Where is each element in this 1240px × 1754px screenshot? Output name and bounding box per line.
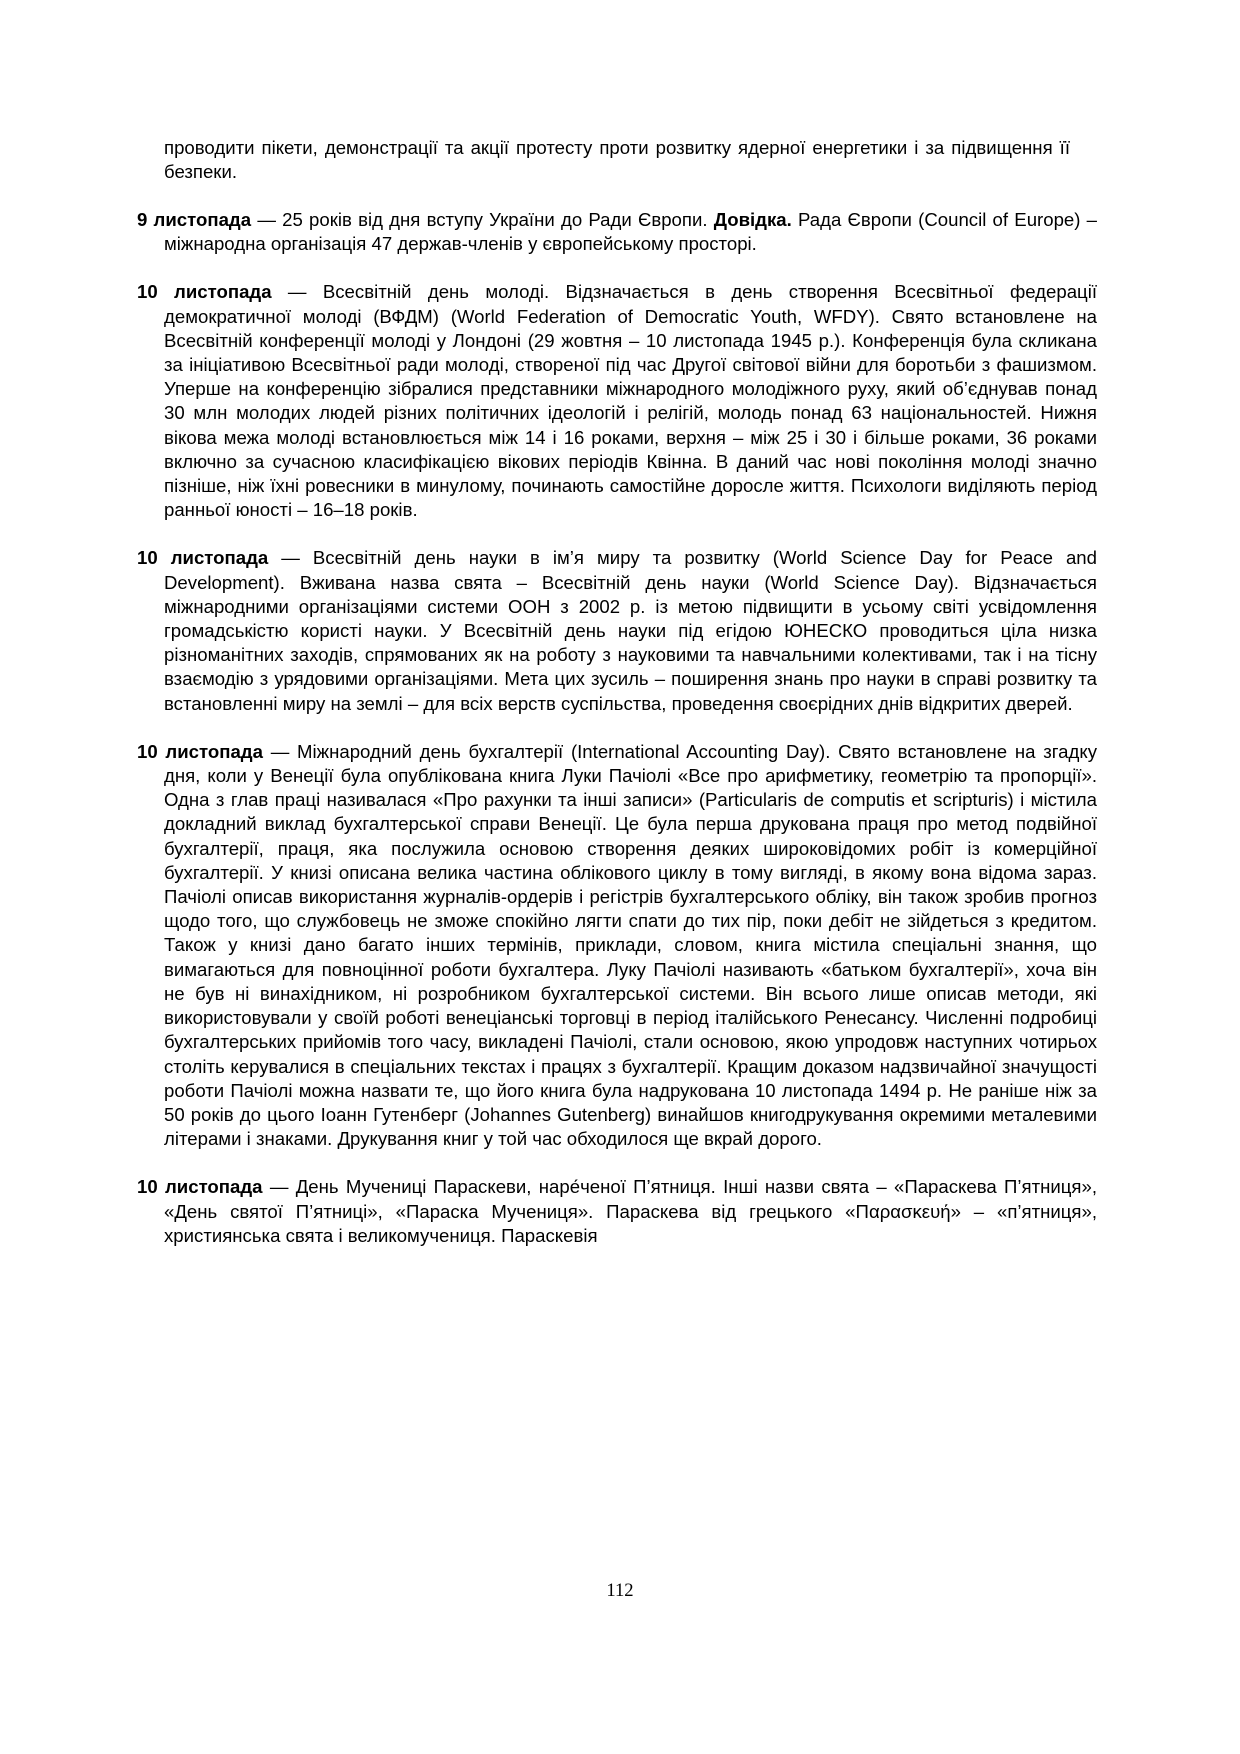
entry-science-day (137, 546, 1097, 715)
page-number: 112 (606, 1580, 634, 1601)
note-text: Рада Європи (Council of Europe) – міжнародна організація 47 держав-членів у європейському просторі. (164, 209, 1097, 255)
entry-date: 10 листопада (137, 547, 269, 569)
entry-text: — День Мучениці Параскеви, наре́ченої П’ятниця. Інші назви свята – «Параскева П’ятниця», «День святої П’ятниці», «Параска Мучениця». Параскева від грецького «Παρασκευή» – «п’ятниця», християнська свята і великомучениця. Параскевія (164, 1176, 1097, 1246)
continued-paragraph: проводити пікети, демонстрації та акції протесту проти розвитку ядерної енергетики і за підвищення її безпеки. (164, 136, 1070, 182)
entry-council-of-europe (137, 208, 1097, 256)
note-label: Довідка. (713, 209, 792, 230)
entry-text: — Міжнародний день бухгалтерії (International Accounting Day). Свято встановлене на згадку дня, коли у Венеції була опублікована книга Луки Пачіолі «Все про арифметику, геометрію та пропорції». Одна з глав праці називалася «Про рахунки та інші записи» (Particularis de computis et scripturis) і містила докладний виклад бухгалтерської справи Венеції. Це була перша друкована праця про метод подвійної бухгалтерії, праця, яка послужила основою створення деяких широковідомих робіт із комерційної бухгалтерії. У книзі описана велика частина облікового циклу в тому вигляді, в якому вона відома зараз. Пачіолі описав використання журналів-ордерів і регістрів бухгалтерського обліку, він також зробив прогноз щодо того, що службовець не зможе спокійно лягти спати до тих пір, поки дебіт не зійдеться з кредитом. Також у книзі дано багато інших термінів, приклади, словом, книга містила спеціальні знання, що вимагаються для повноцінної роботи бухгалтера. Луку Пачіолі називають «батьком бухгалтерії», хоча він не був ні винахідником, ні розробником бухгалтерської системи. Він всього лише описав методи, які використовували у своїй роботі венеціанські торговці в період італійського Ренесансу. Численні подробиці бухгалтерських прийомів того часу, викладені Пачіолі, стали основою, якою упродовж наступних чотирьох століть керувалися в спеціальних текстах і працях з бухгалтерії. Кращим доказом надзвичайної значущості роботи Пачіолі можна назвати те, що його книга була надрукована 10 листопада 1494 р. Не раніше ніж за 50 років до цього Іоанн Гутенберг (Johannes Gutenberg) винайшов книгодрукування окремими металевими літерами і знаками. Друкування книг у той час обходилося ще вкрай дорого. (164, 740, 1097, 1150)
entry-text: — Всесвітній день науки в ім’я миру та розвитку (World Science Day for Peace and Development). Вживана назва свята – Всесвітній день науки (World Science Day). Відзначається міжнародними організаціями системи ООН з 2002 р. із метою підвищити в усьому світі усвідомлення громадськістю користі науки. У Всесвітній день науки під егідою ЮНЕСКО проводиться ціла низка різноманітних заходів, спрямованих як на роботу з науковими та навчальними колективами, так і на тісну взаємодію з урядовими організаціями. Мета цих зусиль – поширення знань про науки в справі розвитку та встановленні миру на землі – для всіх верств суспільства, проведення своєрідних днів відкритих дверей. (164, 547, 1097, 714)
entry-date: 10 листопада (137, 740, 263, 762)
entry-date: 10 листопада (137, 1176, 263, 1198)
entry-paraskeva-day (137, 1175, 1097, 1248)
entry-text: — 25 років від дня вступу України до Ради Європи. (251, 209, 714, 230)
entry-youth-day (137, 280, 1097, 522)
entry-accounting-day (137, 740, 1097, 1151)
entry-date: 10 листопада (137, 281, 272, 303)
entry-text: — Всесвітній день молоді. Відзначається в день створення Всесвітньої федерації демократичної молоді (ВФДМ) (World Federation of Democratic Youth, WFDY). Свято встановлене на Всесвітній конференції молоді у Лондоні (29 жовтня – 10 листопада 1945 р.). Конференція була скликана за ініціативою Всесвітньої ради молоді, створеної під час Другої світової війни для боротьби з фашизмом. Уперше на конференцію зібралися представники міжнародного молодіжного руху, який об’єднував понад 30 млн молодих людей різних політичних ідеологій і релігій, молодь понад 63 національностей. Нижня вікова межа молоді встановлюється між 14 і 16 роками, верхня – між 25 і 30 і більше роками, 36 роками включно за сучасною класифікацією вікових періодів Квінна. В даний час нові покоління молоді значно пізніше, ніж їхні ровесники в минулому, починають самостійне доросле життя. Психологи виділяють період ранньої юності – 16–18 років. (164, 281, 1097, 521)
entry-date: 9 листопада (137, 209, 252, 230)
